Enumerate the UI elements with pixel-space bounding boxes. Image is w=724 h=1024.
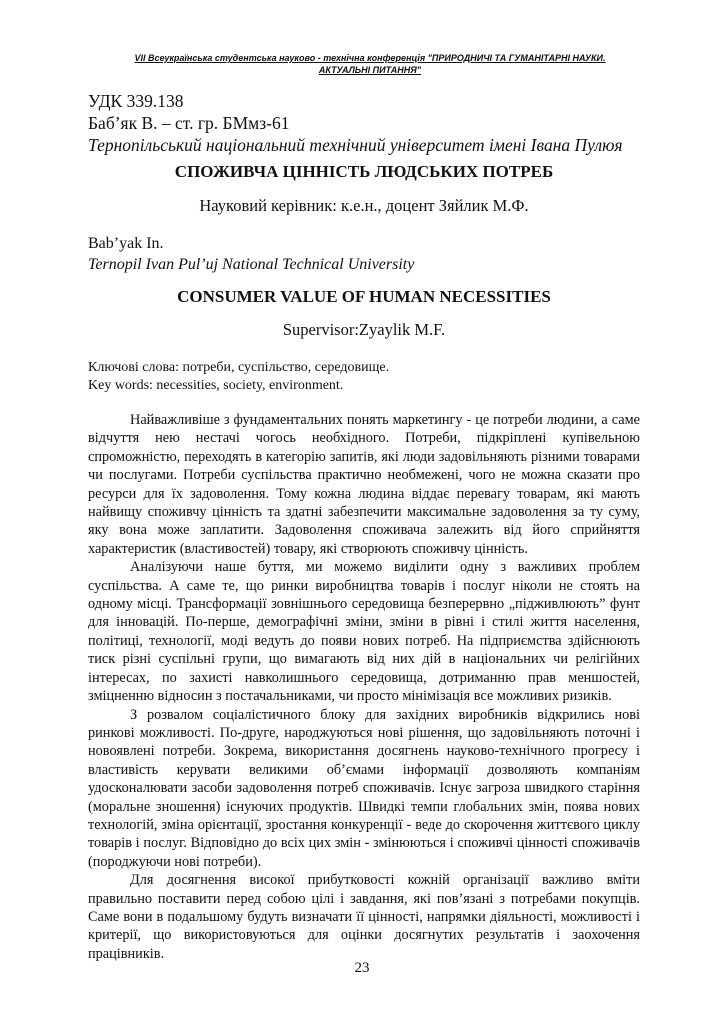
affiliation-ua: Тернопільський національний технічний університет імені Івана Пулюя <box>88 135 623 155</box>
paragraph: Аналізуючи наше буття, ми можемо виділити одну з важливих проблем суспільства. А саме те, що ринки виробництва товарів і послуг ніколи не стоять на одному місці. Трансформації зовнішнього середовища безперервно „підживлюють” фунт для інновацій. По-перше, демографічні зміни, зміни в рівні і стилі життя населення, політиці, технології, моді ведуть до появи нових потреб. На підприємства здійснюють тиск різні суспільні групи, що вимагають від них дій в національних чи релігійних інтересах, по захисті навколишнього середовища, дотриманню прав меншостей, зміцненню відносин з постачальниками, чи просто мінімізація все можливих ризиків. <box>88 559 640 705</box>
conference-header-line2: АКТУАЛЬНІ ПИТАННЯ" <box>318 65 422 75</box>
affiliation-en: Ternopil Ivan Pul’uj National Technical University <box>88 256 415 273</box>
page-number: 23 <box>354 960 370 976</box>
supervisor-ua: Науковий керівник: к.е.н., доцент Зяйлик М.Ф. <box>199 196 529 215</box>
supervisor-en: Supervisor:Zyaylik M.F. <box>282 320 446 339</box>
author-en: Bab’yak In. <box>88 235 164 252</box>
udk-code: УДК 339.138 <box>88 91 184 111</box>
keywords-ua: Ключові слова: потреби, суспільство, середовище. <box>88 360 390 375</box>
title-en: CONSUMER VALUE OF HUMAN NECESSITIES <box>177 287 551 306</box>
conference-header <box>90 52 650 76</box>
paragraph: З розвалом соціалістичного блоку для західних виробників відкрились нові ринкові можливості. По-друге, народжуються нові рішення, що задовільняють поточні і новоявлені потреби. Зокрема, використання досягнень науково-технічного прогресу і властивість керувати великими об’ємами інформації дозволяють компаніям удосконалювати засоби задоволення потреб споживачів. Існує загроза швидкого старіння (моральне зношення) існуючих продуктів. Швидкі темпи глобальних змін, поява нових технологій, зміна орієнтації, зростання конкуренції - веде до скорочення життєвого циклу товарів і послуг. Відповідно до всіх цих змін - змінюються і споживчі цінності споживачів (породжуючи нові потреби). <box>88 706 640 870</box>
keywords-en: Key words: necessities, society, environment. <box>88 378 344 393</box>
article-body <box>88 411 640 963</box>
title-ua: СПОЖИВЧА ЦІННІСТЬ ЛЮДСЬКИХ ПОТРЕБ <box>174 162 554 181</box>
paragraph: Найважливіше з фундаментальних понять маркетингу - це потреби людини, а саме відчуття нею нестачі чогось необхідного. Потреби, підкріплені купівельною спроможністю, переходять в категорію запитів, які люди задовільняють різними товарами чи послугами. Потреби суспільства практично необмежені, чого не можна сказати про ресурси для їх задоволення. Тому кожна людина віддає перевагу товарам, які мають найвищу споживчу цінність та здатні забезпечити максимальне задоволення за ту суму, яку вона може заплатити. Задоволення споживача залежить від його сприйняття характеристик (властивостей) товару, які створюють споживчу цінність. <box>88 412 640 557</box>
conference-header-line1: VII Всеукраїнська студентська науково - технічна конференція "ПРИРОДНИЧІ ТА ГУМАНІТАРНІ НАУКИ. <box>134 53 606 63</box>
paragraph: Для досягнення високої прибутковості кожній організації важливо вміти правильно поставити перед собою цілі і завдання, які пов’язані з потребами покупців. Саме вони в подальшому будуть визначати її цінності, напрямки діяльності, можливості і критерії, що використовуються для оцінки досягнутих результатів і заохочення працівників. <box>88 872 640 962</box>
author-ua: Баб’як В. – ст. гр. БМмз-61 <box>88 113 290 133</box>
